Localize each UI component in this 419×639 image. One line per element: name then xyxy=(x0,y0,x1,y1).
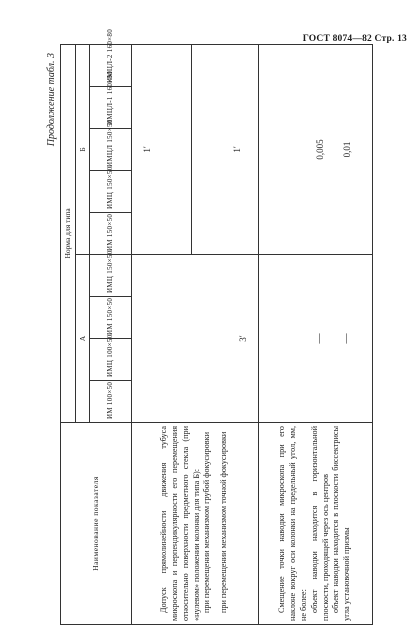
value-a-fine xyxy=(131,255,258,423)
value-text: 1′ xyxy=(231,146,242,153)
value-text: 1′ xyxy=(141,146,152,153)
row-subtext-bisector: объект наводки находится в плоскости биссектрисы угла установочной призмы xyxy=(331,426,352,621)
column-header: ИМЦ 150×50 xyxy=(90,255,132,297)
dash-bisector xyxy=(329,255,365,422)
dash-text: — xyxy=(313,333,325,344)
value-text: 3′ xyxy=(237,335,248,342)
row-text: Допуск прямолинейности движения тубуса микроскопа и перпендикулярности его перемещения относительно поверхности предметного стекла (при «нулевом» положении колонки для типа Б): xyxy=(159,426,201,621)
name-header: Наименование показателя xyxy=(61,423,132,625)
value-bisector xyxy=(329,45,365,254)
column-header: ИМ 150×50 xyxy=(90,297,132,339)
column-header: ИМЦЛ-1 160×80 xyxy=(90,87,132,129)
column-header: ИМ 100×50 xyxy=(90,381,132,423)
row-aim-point-shift xyxy=(258,423,372,625)
value-b-rough xyxy=(132,45,192,254)
row-subtext-rough: при перемещении механизмом грубой фокусировки xyxy=(202,432,212,613)
column-header: ИМ 150×50 xyxy=(90,213,132,255)
column-header: ИМЦ 100×50 xyxy=(90,339,132,381)
value-horizontal xyxy=(259,45,329,254)
row-subtext-fine: при перемещении механизмом точной фокусировки xyxy=(219,431,229,613)
row-tube-straightness xyxy=(131,423,258,625)
value-b-cell xyxy=(258,44,372,254)
norm-header: Норма для типа xyxy=(61,44,76,422)
value-text: 0,01 xyxy=(341,141,352,158)
row-text: Смещение точки наводки микроскопа при его наклоне вокруг оси колонки на предельный угол, мм, не более: xyxy=(277,426,309,621)
column-header: ИМЦЛ-2 160×80 xyxy=(90,44,132,86)
page-header: ГОСТ 8074—82 Стр. 13 xyxy=(302,34,407,44)
value-text: 0,005 xyxy=(314,139,325,160)
group-b-header: Б xyxy=(75,44,90,254)
group-a-header: А xyxy=(75,255,90,423)
value-b-fine xyxy=(192,45,252,254)
value-b-cell xyxy=(131,44,258,254)
row-subtext-horizontal: объект наводки находится в горизонтальной плоскости, проходящей через ось центров xyxy=(309,426,330,621)
value-a-cell xyxy=(258,255,372,423)
dash-text: — xyxy=(341,333,353,344)
continuation-caption: Продолжение табл. 3 xyxy=(46,53,57,147)
dash-horizontal xyxy=(259,255,329,422)
column-header: ИМЦЛ 150×50 xyxy=(90,129,132,171)
column-header: ИМЦ 150×50 xyxy=(90,171,132,213)
